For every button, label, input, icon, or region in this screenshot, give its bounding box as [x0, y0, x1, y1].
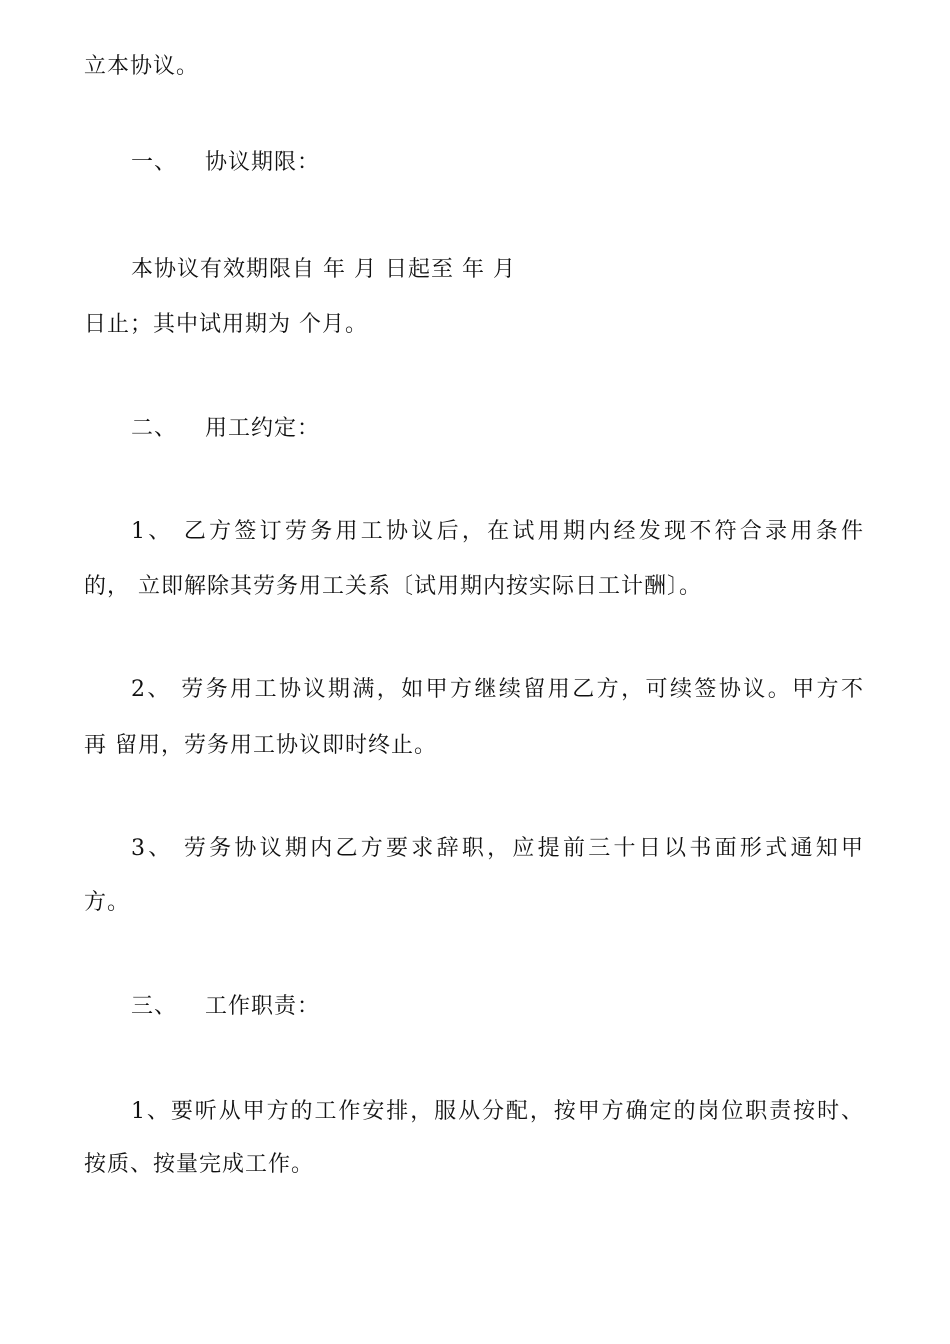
term-text-line-2: 日止；其中试用期为 个月。 — [84, 312, 368, 337]
clause-3-1-line-1: 1、要听从甲方的工作安排，服从分配，按甲方确定的岗位职责按时、 — [131, 1099, 864, 1124]
section-1-heading — [131, 148, 864, 178]
clause-2-2-line-2: 再 留用，劳务用工协议即时终止。 — [84, 733, 437, 758]
intro-tail-text: 立本协议。 — [84, 54, 200, 79]
section-3-title: 工作职责： — [205, 994, 321, 1019]
section-3-heading — [131, 992, 864, 1022]
section-1-number: 一、 — [131, 150, 178, 175]
clause-2-1-line-1: 1、 乙方签订劳务用工协议后，在试用期内经发现不符合录用条件 — [131, 519, 864, 544]
section-2-heading — [131, 414, 864, 444]
clause-2-2-line-1: 2、 劳务用工协议期满，如甲方继续留用乙方，可续签协议。甲方不 — [131, 677, 864, 702]
clause-2-3-line-2: 方。 — [84, 890, 131, 915]
section-2-title: 用工约定： — [205, 416, 321, 441]
section-3-number: 三、 — [131, 994, 178, 1019]
section-2-number: 二、 — [131, 416, 178, 441]
clause-3-1-line-2: 按质、按量完成工作。 — [84, 1152, 315, 1177]
term-text-line-1: 本协议有效期限自 年 月 日起至 年 月 — [131, 257, 516, 282]
clause-2-1-line-2: 的， 立即解除其劳务用工关系〔试用期内按实际日工计酬〕。 — [84, 574, 702, 599]
clause-2-3-line-1: 3、 劳务协议期内乙方要求辞职，应提前三十日以书面形式通知甲 — [131, 836, 864, 861]
section-1-title: 协议期限： — [205, 150, 321, 175]
